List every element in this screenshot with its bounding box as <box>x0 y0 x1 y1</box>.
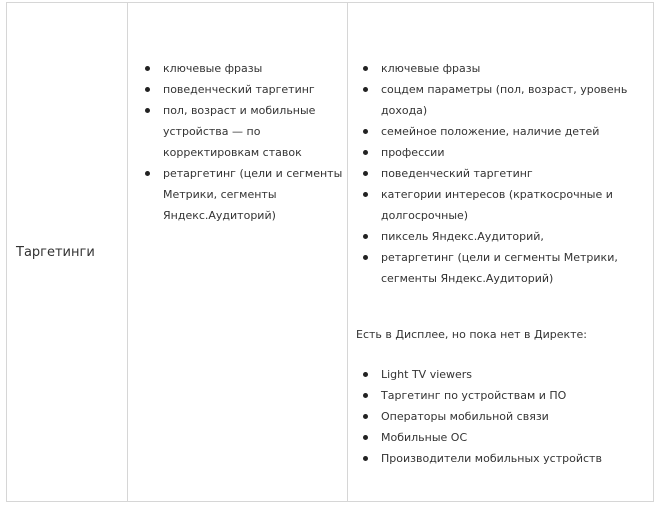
display-cell <box>348 3 653 501</box>
bullet-icon <box>363 234 368 239</box>
list-item <box>356 385 646 406</box>
list-item-text: ключевые фразы <box>163 62 263 75</box>
list-item <box>138 163 343 226</box>
bullet-icon <box>363 66 368 71</box>
list-item-text: Таргетинг по устройствам и ПО <box>381 389 567 402</box>
list-item <box>356 163 646 184</box>
list-item-text: профессии <box>381 146 445 159</box>
display-only-list <box>356 364 646 469</box>
list-item <box>138 58 343 79</box>
list-item <box>356 247 646 289</box>
list-item-text: Производители мобильных устройств <box>381 452 602 465</box>
list-item-text: Операторы мобильной связи <box>381 410 549 423</box>
list-item <box>356 121 646 142</box>
list-item <box>356 58 646 79</box>
list-item-text: Мобильные ОС <box>381 431 468 444</box>
bullet-icon <box>145 108 150 113</box>
list-item <box>356 406 646 427</box>
bullet-icon <box>363 171 368 176</box>
bullet-icon <box>363 192 368 197</box>
list-item <box>356 142 646 163</box>
bullet-icon <box>363 435 368 440</box>
bullet-icon <box>145 171 150 176</box>
bullet-icon <box>363 87 368 92</box>
list-item <box>138 100 343 163</box>
list-item-text: ключевые фразы <box>381 62 481 75</box>
comparison-table <box>6 2 654 502</box>
list-item <box>356 79 646 121</box>
list-item <box>356 364 646 385</box>
bullet-icon <box>363 255 368 260</box>
bullet-icon <box>363 393 368 398</box>
display-targeting-list <box>356 58 646 289</box>
list-item-text: ретаргетинг (цели и сегменты Метрики, сегменты Яндекс.Аудиторий) <box>381 251 618 285</box>
bullet-icon <box>363 129 368 134</box>
bullet-icon <box>145 66 150 71</box>
list-item-text: поведенческий таргетинг <box>381 167 533 180</box>
list-item-text: ретаргетинг (цели и сегменты Метрики, сегменты Яндекс.Аудиторий) <box>163 167 343 222</box>
bullet-icon <box>145 87 150 92</box>
display-only-note: Есть в Дисплее, но пока нет в Директе: <box>356 328 587 341</box>
list-item-text: пиксель Яндекс.Аудиторий, <box>381 230 544 243</box>
bullet-icon <box>363 150 368 155</box>
list-item-text: категории интересов (краткосрочные и долгосрочные) <box>381 188 613 222</box>
list-item <box>356 184 646 226</box>
list-item-text: семейное положение, наличие детей <box>381 125 600 138</box>
bullet-icon <box>363 414 368 419</box>
row-label-cell <box>7 3 128 501</box>
list-item-text: Light TV viewers <box>381 368 473 381</box>
direct-targeting-list <box>138 58 343 226</box>
list-item <box>138 79 343 100</box>
list-item <box>356 448 646 469</box>
list-item-text: пол, возраст и мобильные устройства — по корректировкам ставок <box>163 104 316 159</box>
list-item <box>356 427 646 448</box>
bullet-icon <box>363 372 368 377</box>
list-item <box>356 226 646 247</box>
bullet-icon <box>363 456 368 461</box>
list-item-text: соцдем параметры (пол, возраст, уровень дохода) <box>381 83 628 117</box>
direct-cell <box>128 3 348 501</box>
list-item-text: поведенческий таргетинг <box>163 83 315 96</box>
row-label: Таргетинги <box>16 245 95 260</box>
